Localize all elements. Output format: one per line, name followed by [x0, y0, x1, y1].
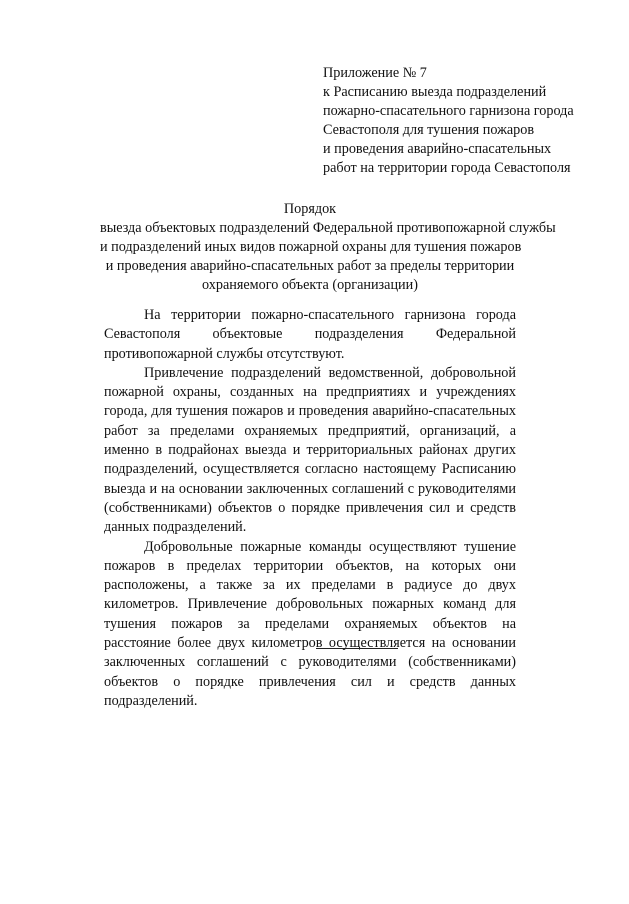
appendix-line: работ на территории города Севастополя [323, 160, 571, 176]
document-title [100, 200, 556, 295]
title-heading: Порядок [283, 201, 337, 217]
appendix-line: Приложение № 7 [323, 65, 427, 81]
title-line: и подразделений иных видов пожарной охраны для тушения пожаров [100, 239, 522, 255]
document-body [104, 306, 516, 711]
body-paragraph: Привлечение подразделений ведомственной, добровольной пожарной охраны, созданных на предприятиях и учреждениях города, для тушения пожаров и проведения аварийно-спасательных работ за пределами охраняемых предприятий, организаций, а именно в подрайонах выезда и территориальных районах других подразделений, осуществляется согласно настоящему Расписанию выезда и на основании заключенных соглашений с руководителями (собственниками) объектов о порядке привлечения сил и средств данных подразделений. [104, 364, 516, 536]
body-paragraph: Добровольные пожарные команды осуществляют тушение пожаров в пределах территории объектов, на которых они расположены, а также за их пределами в радиусе до двух километров. Привлечение добровольных пожарных команд для тушения пожаров за пределами охраняемых объектов на расстояние более двух километров осуществляется на основании заключенных соглашений с руководителями (собственниками) объектов о порядке привлечения сил и средств данных подразделений. [104, 538, 516, 709]
title-line: охраняемого объекта (организации) [202, 277, 418, 293]
appendix-line: и проведения аварийно-спасательных [323, 141, 552, 157]
appendix-line: к Расписанию выезда подразделений [323, 84, 547, 100]
appendix-header [323, 64, 613, 178]
appendix-line: Севастополя для тушения пожаров [323, 122, 535, 138]
body-paragraph: На территории пожарно-спасательного гарнизона города Севастополя объектовые подразделения Федеральной противопожарной службы отсутствуют. [104, 307, 516, 362]
title-line: выезда объектовых подразделений Федеральной противопожарной службы [100, 220, 556, 236]
end-rule [316, 648, 398, 649]
appendix-line: пожарно-спасательного гарнизона города [323, 103, 574, 119]
title-line: и проведения аварийно-спасательных работ за пределы территории [105, 258, 515, 274]
